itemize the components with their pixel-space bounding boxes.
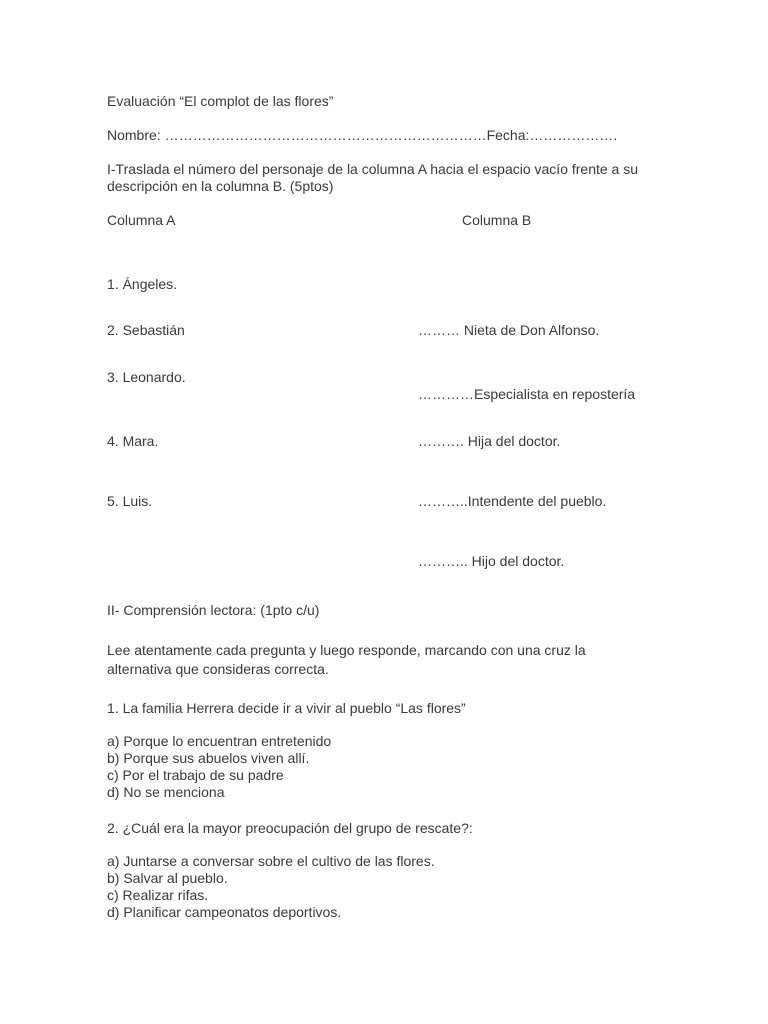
column-b-item: ……….. Hijo del doctor. [418, 553, 565, 569]
column-b-item: ………..Intendente del pueblo. [418, 493, 607, 509]
question-text: 1. La familia Herrera decide ir a vivir al pueblo “Las flores” [107, 700, 466, 716]
section1-instruction-line2: descripción en la columna B. (5ptos) [107, 178, 334, 194]
column-a-item: 4. Mara. [107, 433, 159, 449]
section2-instruction-line2: alternativa que consideras correcta. [107, 661, 329, 677]
option-item: b) Porque sus abuelos viven allí. [107, 750, 310, 766]
column-b-header: Columna B [462, 212, 532, 228]
column-b-item: ……… Nieta de Don Alfonso. [418, 322, 600, 338]
column-a-item: 2. Sebastián [107, 322, 185, 338]
question-text: 2. ¿Cuál era la mayor preocupación del grupo de rescate?: [107, 820, 473, 836]
question-options [107, 853, 435, 921]
option-item: b) Salvar al pueblo. [107, 870, 228, 886]
name-date-line: Nombre: ……………………………………………………………Fecha:………………. [107, 127, 618, 143]
section2-instruction [107, 641, 586, 679]
column-a-header: Columna A [107, 212, 176, 228]
option-item: a) Porque lo encuentran entretenido [107, 733, 332, 749]
option-item: a) Juntarse a conversar sobre el cultivo de las flores. [107, 853, 435, 869]
column-a-item: 1. Ángeles. [107, 276, 178, 292]
question-options [107, 733, 331, 801]
section1-instruction [107, 161, 638, 195]
column-a-item: 3. Leonardo. [107, 369, 186, 385]
option-item: d) Planificar campeonatos deportivos. [107, 904, 342, 920]
option-item: d) No se menciona [107, 784, 225, 800]
option-item: c) Realizar rifas. [107, 887, 209, 903]
section1-instruction-line1: I-Traslada el número del personaje de la columna A hacia el espacio vacío frente a su [107, 161, 639, 177]
section2-heading: II- Comprensión lectora: (1pto c/u) [107, 602, 320, 618]
document-title: Evaluación “El complot de las flores” [107, 93, 334, 109]
option-item: c) Por el trabajo de su padre [107, 767, 284, 783]
section2-instruction-line1: Lee atentamente cada pregunta y luego responde, marcando con una cruz la [107, 642, 586, 658]
column-b-item: …………Especialista en repostería [418, 386, 636, 402]
column-b-item: ………. Hija del doctor. [418, 433, 561, 449]
column-a-item: 5. Luis. [107, 493, 153, 509]
